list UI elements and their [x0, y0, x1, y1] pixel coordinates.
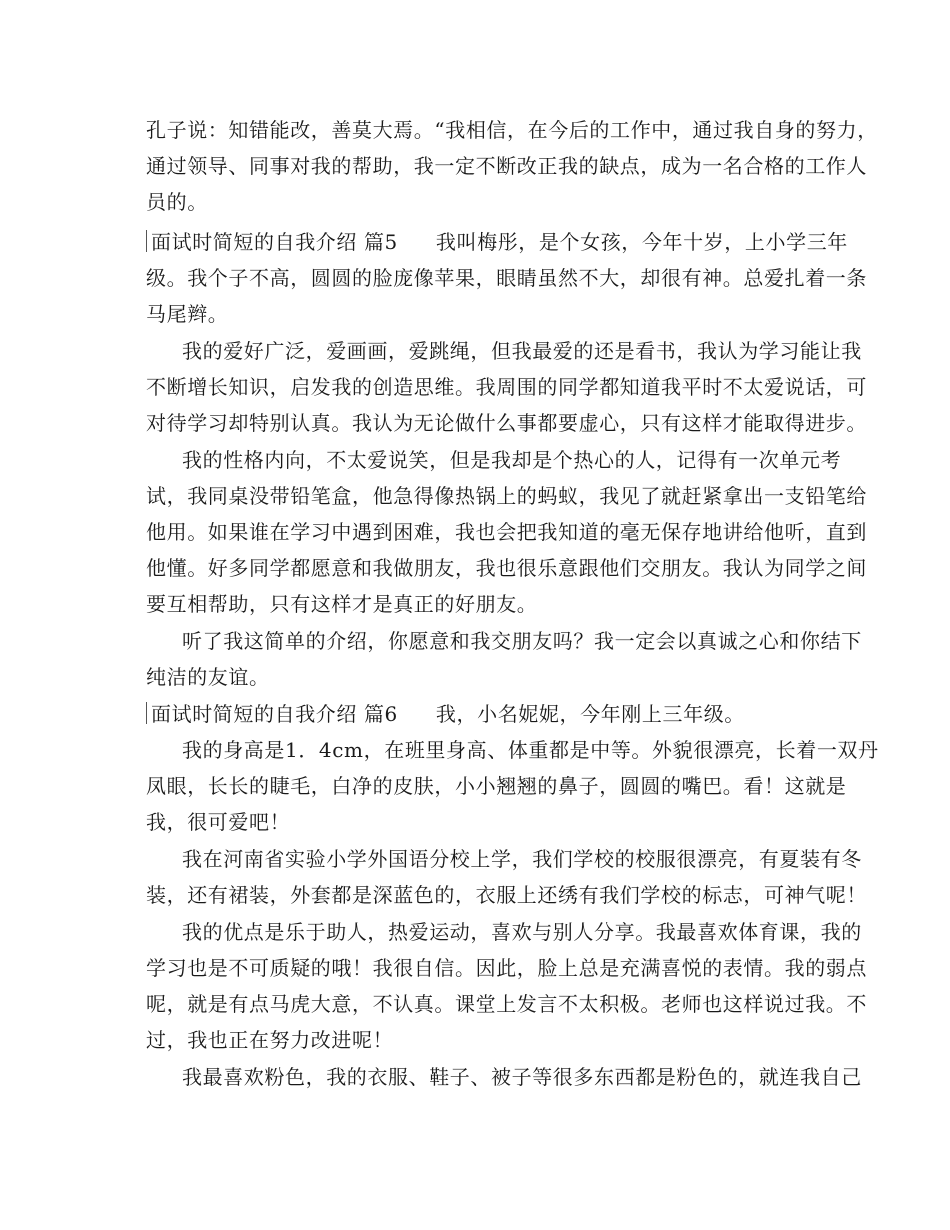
text-line: 凤眼，长长的睫毛，白净的皮肤，小小翘翘的鼻子，圆圆的嘴巴。看！这就是 [146, 774, 847, 798]
section-marker [146, 702, 147, 724]
text-line: 孔子说：知错能改，善莫大焉。“我相信，在今后的工作中，通过我自身的努力， [146, 118, 878, 142]
section-5-first-text: 我叫梅彤，是个女孩，今年十岁，上小学三年 [435, 230, 848, 254]
paragraph-start: 我的身高是1．4cm，在班里身高、体重都是中等。外貌很漂亮，长着一双丹 [182, 738, 879, 762]
paragraph-start: 我的性格内向，不太爱说笑，但是我却是个热心的人，记得有一次单元考 [182, 448, 842, 472]
paragraph-start: 我的爱好广泛，爱画画，爱跳绳，但我最爱的还是看书，我认为学习能让我 [182, 339, 862, 363]
text-line: 马尾辫。 [146, 302, 229, 326]
text-line: 他懂。好多同学都愿意和我做朋友，我也很乐意跟他们交朋友。我认为同学之间 [146, 556, 867, 580]
paragraph-start: 我在河南省实验小学外国语分校上学，我们学校的校服很漂亮，有夏装有冬 [182, 847, 862, 871]
text-line: 装，还有裙装，外套都是深蓝色的，衣服上还绣有我们学校的标志，可神气呢！ [146, 883, 867, 907]
text-line: 对待学习却特别认真。我认为无论做什么事都要虚心，只有这样才能取得进步。 [146, 411, 867, 435]
section-6-title: 面试时简短的自我介绍 篇6 [151, 702, 398, 726]
text-line: 不断增长知识，启发我的创造思维。我周围的同学都知道我平时不太爱说话，可 [146, 375, 867, 399]
paragraph-start: 听了我这简单的介绍，你愿意和我交朋友吗？我一定会以真诚之心和你结下 [182, 629, 862, 653]
text-line: 他用。如果谁在学习中遇到困难，我也会把我知道的毫无保存地讲给他听，直到 [146, 520, 867, 544]
text-line: 通过领导、同事对我的帮助，我一定不断改正我的缺点，成为一名合格的工作人 [146, 154, 867, 178]
text-line: 试，我同桌没带铅笔盒，他急得像热锅上的蚂蚁，我见了就赶紧拿出一支铅笔给 [146, 484, 867, 508]
paragraph-start: 我最喜欢粉色，我的衣服、鞋子、被子等很多东西都是粉色的，就连我自己 [182, 1065, 862, 1089]
text-line: 我，很可爱吧！ [146, 810, 291, 834]
text-line: 过，我也正在努力改进呢！ [146, 1028, 394, 1052]
text-line: 级。我个子不高，圆圆的脸庞像苹果，眼睛虽然不大，却很有神。总爱扎着一条 [146, 266, 867, 290]
text-line: 呢，就是有点马虎大意，不认真。课堂上发言不太积极。老师也这样说过我。不 [146, 992, 867, 1016]
text-line: 员的。 [146, 190, 208, 214]
section-6-heading-line [146, 700, 826, 728]
text-line: 学习也是不可质疑的哦！我很自信。因此，脸上总是充满喜悦的表情。我的弱点 [146, 956, 867, 980]
text-line: 要互相帮助，只有这样才是真正的好朋友。 [146, 592, 538, 616]
paragraph-start: 我的优点是乐于助人，热爱运动，喜欢与别人分享。我最喜欢体育课，我的 [182, 920, 862, 944]
section-marker [146, 230, 147, 252]
section-5-heading-line [146, 228, 848, 256]
section-5-title: 面试时简短的自我介绍 篇5 [151, 230, 398, 254]
section-6-first-text: 我，小名妮妮，今年刚上三年级。 [435, 702, 745, 726]
text-line: 纯洁的友谊。 [146, 665, 270, 689]
